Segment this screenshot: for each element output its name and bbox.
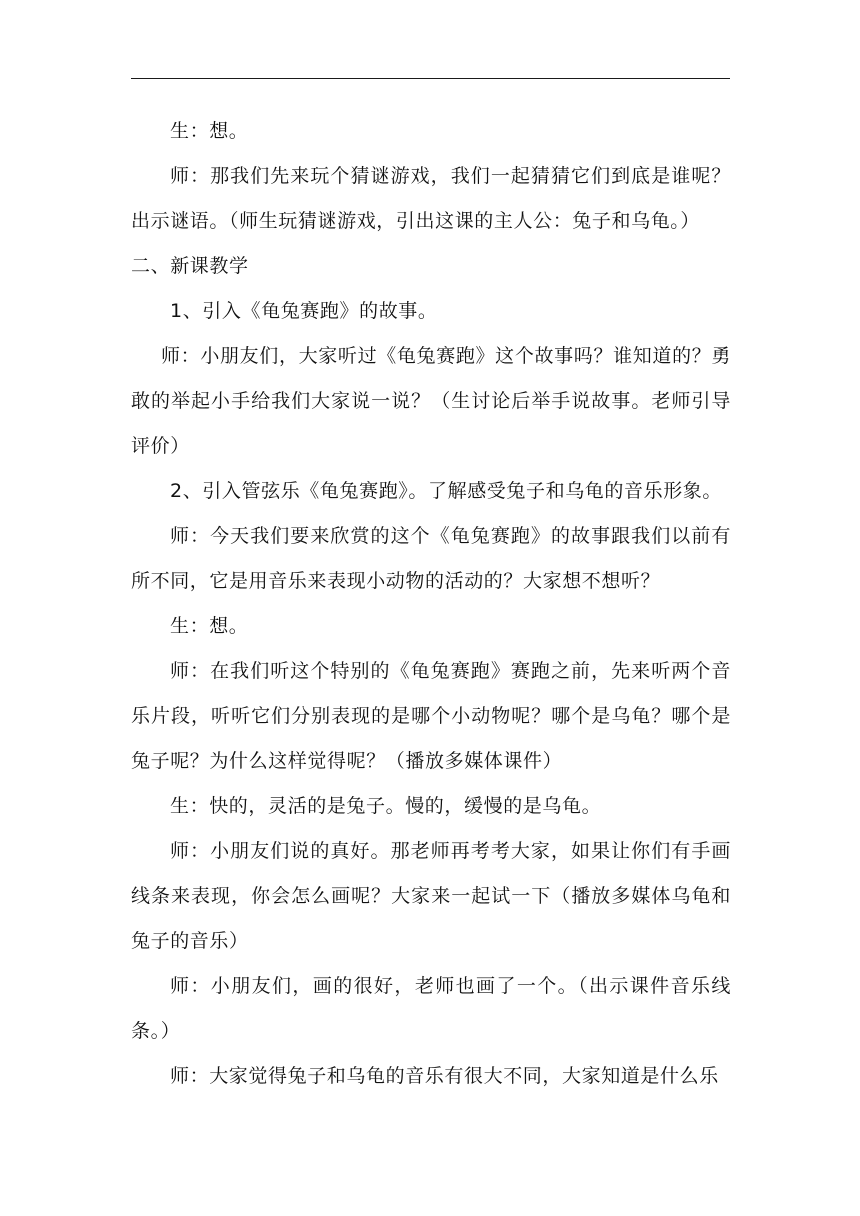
paragraph-drawing-task: 师：小朋友们说的真好。那老师再考考大家，如果让你们有手画线条来表现，你会怎么画呢？大家来一起试一下（播放多媒体乌龟和兔子的音乐） [131,840,731,952]
paragraph-student-reply-2: 生：想。 [170,615,249,637]
section-heading-new-lesson: 二、新课教学 [131,255,249,277]
paragraph-student-reply-1: 生：想。 [170,120,249,142]
paragraph-step-2: 2、引入管弦乐《龟兔赛跑》。了解感受兔子和乌龟的音乐形象。 [170,480,722,502]
paragraph-teacher-drawing: 师：小朋友们，画的很好，老师也画了一个。（出示课件音乐线条。） [131,975,731,1042]
paragraph-story-question: 师：小朋友们，大家听过《龟兔赛跑》这个故事吗？谁知道的？勇敢的举起小手给我们大家说一说？（生讨论后举手说故事。老师引导评价） [131,345,731,457]
paragraph-listening-task: 师：在我们听这个特别的《龟兔赛跑》赛跑之前，先来听两个音乐片段，听听它们分别表现的是哪个小动物呢？哪个是乌龟？哪个是兔子呢？为什么这样觉得呢？（播放多媒体课件） [131,660,731,772]
paragraph-student-answer: 生：快的，灵活的是兔子。慢的，缓慢的是乌龟。 [170,795,602,817]
paragraph-music-intro: 师：今天我们要来欣赏的这个《龟兔赛跑》的故事跟我们以前有所不同，它是用音乐来表现小动物的活动的？大家想不想听？ [131,525,731,592]
paragraph-instrument-question: 师：大家觉得兔子和乌龟的音乐有很大不同，大家知道是什么乐 [170,1065,719,1087]
document-body [131,109,731,1099]
paragraph-step-1: 1、引入《龟兔赛跑》的故事。 [170,300,438,322]
paragraph-riddle-game: 师：那我们先来玩个猜谜游戏，我们一起猜猜它们到底是谁呢？出示谜语。（师生玩猜谜游戏，引出这课的主人公：兔子和乌龟。） [131,165,731,232]
header-rule [131,78,730,79]
